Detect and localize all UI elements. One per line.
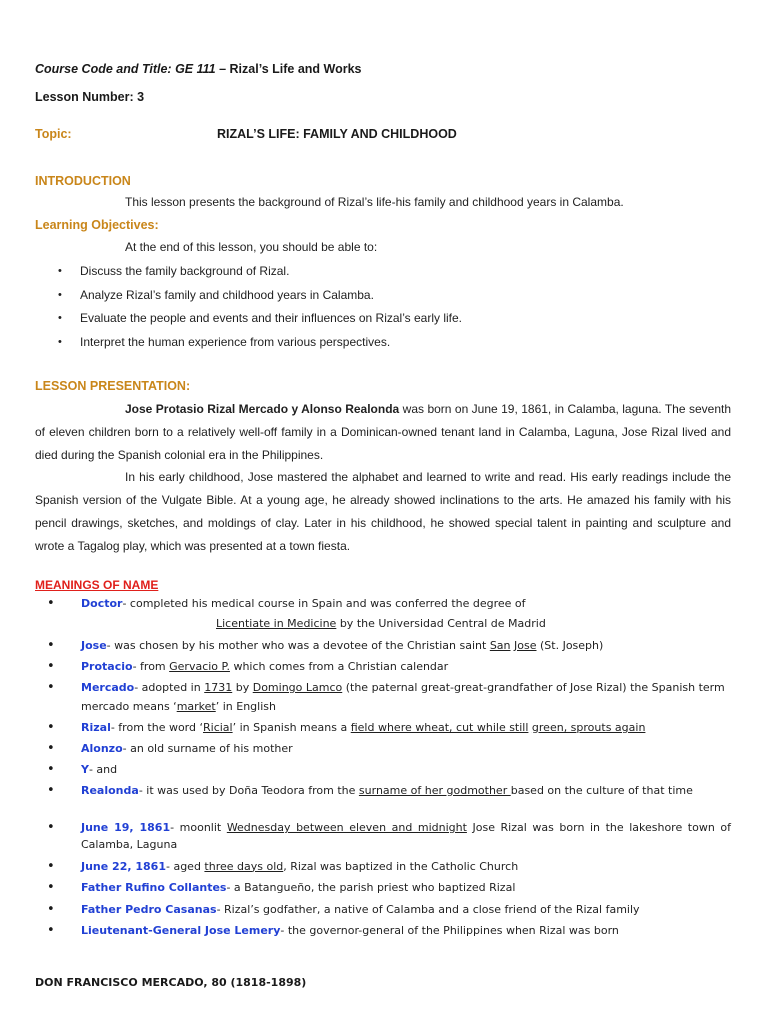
section-heading: DON FRANCISCO MERCADO, 80 (1818-1898) xyxy=(35,976,307,989)
definition: (the paternal great-great-grandfather of Jose Rizal) the Spanish term mercado means ‘ xyxy=(81,681,725,713)
course-code: GE 111 xyxy=(175,62,216,76)
introduction-heading: INTRODUCTION xyxy=(35,174,131,188)
list-item xyxy=(47,718,741,739)
paragraph-text: was born on June 19, 1861, in Calamba, laguna. The seventh of eleven children born to a relatively well-off family in a Dominican-owned tenant land in Calamba, Laguna, Jose Rizal lived and died during the Spanish colonial era in the Philippines. xyxy=(35,402,731,462)
definition: based on the culture of that time xyxy=(510,784,693,797)
underlined-text: market xyxy=(176,700,216,713)
underlined-text: field where wheat, cut while still xyxy=(350,721,529,734)
presentation-body xyxy=(35,398,731,558)
course-dash: – xyxy=(215,62,230,76)
definition: - completed his medical course in Spain and was conferred the degree of xyxy=(122,597,526,610)
paragraph: In his early childhood, Jose mastered the alphabet and learned to write and read. His early readings include the Spanish version of the Vulgate Bible. At a young age, he already showed inclinations to the arts. He amazed his family with his pencil drawings, sketches, and moldings of clay. Later in his childhood, he showed special talent in painting and sculpture and wrote a Tagalog play, which was presented at a town fiesta. xyxy=(35,470,731,553)
definition: - Rizal’s godfather, a native of Calamba and a close friend of the Rizal family xyxy=(216,902,640,916)
list-item xyxy=(47,760,741,781)
underlined-text: Ricial xyxy=(203,721,233,734)
topic-label: Topic: xyxy=(35,127,72,141)
term: Alonzo xyxy=(81,742,123,755)
definition: (St. Joseph) xyxy=(536,639,604,652)
course-label: Course Code and Title: xyxy=(35,62,172,76)
list-item xyxy=(47,657,741,678)
meanings-heading: MEANINGS OF NAME xyxy=(35,578,159,592)
list-item: • Evaluate the people and events and their influences on Rizal’s early life. xyxy=(58,310,462,334)
definition: ’ in Spanish means a xyxy=(232,721,351,734)
definition: - from the word ‘ xyxy=(110,721,203,734)
list-item xyxy=(47,781,741,802)
term: Realonda xyxy=(81,784,139,797)
list-item xyxy=(47,922,731,939)
objectives-list xyxy=(58,263,462,357)
definition: - adopted in xyxy=(134,681,205,694)
facts-list xyxy=(47,819,731,944)
definition: Jose Rizal was born in the lakeshore town of Calamba, Laguna xyxy=(81,821,731,851)
underlined-text: Domingo Lamco xyxy=(252,681,343,694)
list-item xyxy=(47,901,731,918)
list-item xyxy=(47,819,731,853)
presentation-heading: LESSON PRESENTATION: xyxy=(35,379,191,393)
term: Rizal xyxy=(81,721,111,734)
paragraph xyxy=(35,398,731,466)
definition: , Rizal was baptized in the Catholic Church xyxy=(283,859,519,873)
definition: which comes from a Christian calendar xyxy=(229,660,449,673)
list-item xyxy=(47,636,741,657)
underlined-text: surname of her godmother xyxy=(358,784,511,797)
list-item: • Interpret the human experience from various perspectives. xyxy=(58,334,462,358)
list-item: • Analyze Rizal’s family and childhood years in Calamba. xyxy=(58,287,462,311)
meanings-list xyxy=(47,594,741,802)
list-item xyxy=(47,879,731,896)
topic-title: RIZAL’S LIFE: FAMILY AND CHILDHOOD xyxy=(217,127,457,141)
term: Jose xyxy=(81,639,107,652)
lesson-number: 3 xyxy=(137,90,145,104)
underlined-text: three days old xyxy=(204,859,284,873)
list-item xyxy=(47,678,741,718)
list-item: • Discuss the family background of Rizal. xyxy=(58,263,462,287)
term: June 19, 1861 xyxy=(81,821,171,834)
list-item xyxy=(47,858,731,875)
term: Y xyxy=(81,763,89,776)
definition: - a Batangueño, the parish priest who baptized Rizal xyxy=(226,881,516,894)
list-item xyxy=(47,739,741,760)
lesson-label: Lesson Number: xyxy=(35,90,134,104)
term: Lieutenant-General Jose Lemery xyxy=(81,924,281,937)
definition: ’ in English xyxy=(215,700,276,713)
underlined-text: Licentiate in Medicine xyxy=(216,617,337,630)
underlined-text: 1731 xyxy=(204,681,233,694)
definition: - from xyxy=(132,660,170,673)
definition: - moonlit xyxy=(170,821,227,834)
definition: - it was used by Doña Teodora from the xyxy=(138,784,359,797)
underlined-text: San xyxy=(489,639,511,652)
term: Mercado xyxy=(81,681,135,694)
term: Protacio xyxy=(81,660,133,673)
objectives-intro: At the end of this lesson, you should be able to: xyxy=(125,240,378,254)
definition: by the Universidad Central de Madrid xyxy=(336,617,546,630)
introduction-text: This lesson presents the background of Rizal’s life-his family and childhood years in Calamba. xyxy=(125,195,624,209)
definition: by xyxy=(232,681,253,694)
definition: - aged xyxy=(165,859,205,873)
course-line xyxy=(35,62,362,76)
underlined-text: Gervacio P. xyxy=(169,660,230,673)
list-item xyxy=(47,594,741,636)
term: Doctor xyxy=(81,597,123,610)
definition: - and xyxy=(88,763,118,776)
underlined-text: Wednesday between eleven and midnight xyxy=(226,821,467,834)
objectives-heading: Learning Objectives: xyxy=(35,218,159,232)
course-title: Rizal’s Life and Works xyxy=(229,62,362,76)
definition: - an old surname of his mother xyxy=(122,742,293,755)
underlined-text: green, sprouts again xyxy=(531,721,646,734)
term: Father Pedro Casanas xyxy=(81,902,217,916)
term: June 22, 1861 xyxy=(81,859,166,873)
definition: - the governor-general of the Philippines when Rizal was born xyxy=(280,924,619,937)
rizal-full-name: Jose Protasio Rizal Mercado y Alonso Realonda xyxy=(125,402,400,416)
underlined-text: Jose xyxy=(514,639,537,652)
definition: - was chosen by his mother who was a devotee of the Christian saint xyxy=(106,639,490,652)
lesson-number-line xyxy=(35,90,144,104)
term: Father Rufino Collantes xyxy=(81,881,227,894)
